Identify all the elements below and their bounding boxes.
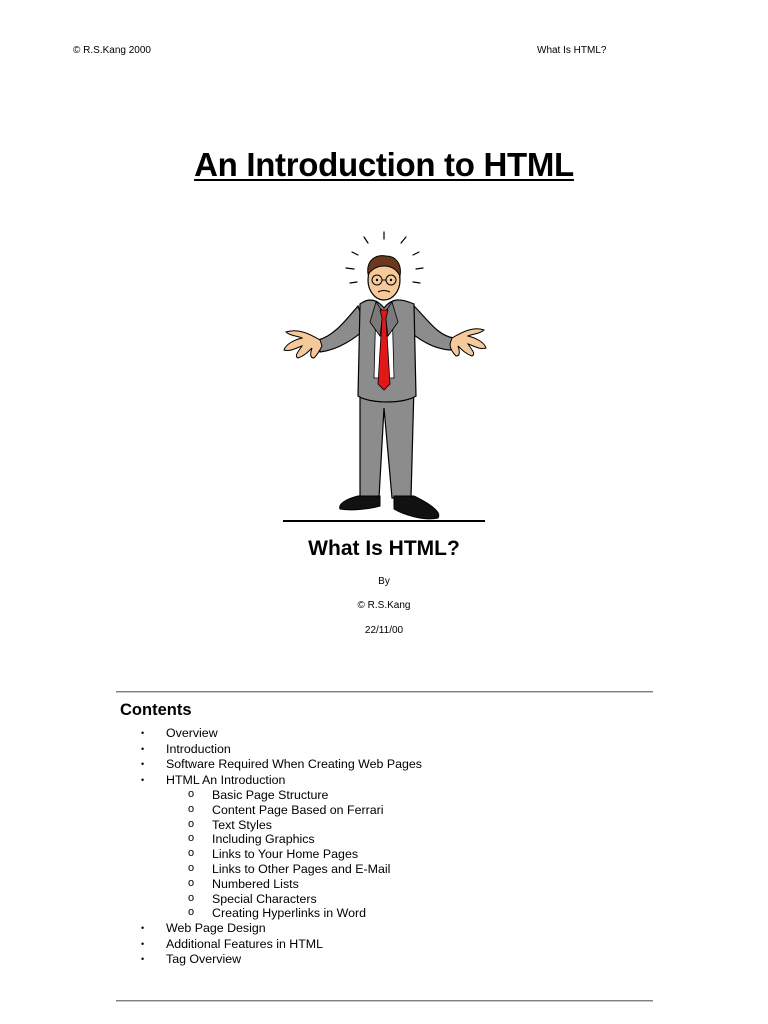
- sub-list-item-label: Special Characters: [212, 891, 317, 906]
- contents-heading: Contents: [120, 701, 192, 719]
- header-copyright: © R.S.Kang 2000: [73, 45, 151, 56]
- contents-top-rule: [116, 691, 653, 693]
- bullet-icon: •: [141, 728, 145, 738]
- sub-bullet-icon: o: [188, 802, 195, 815]
- sub-bullet-icon: o: [188, 847, 195, 860]
- bullet-icon: •: [141, 774, 145, 785]
- sub-bullet-icon: o: [188, 832, 195, 845]
- confused-man-illustration: [280, 228, 490, 524]
- page-title: An Introduction to HTML: [194, 146, 574, 183]
- list-item-label: Overview: [166, 726, 218, 740]
- sub-bullet-icon: o: [188, 788, 195, 800]
- list-item-label: Tag Overview: [166, 952, 242, 967]
- list-item-label: Web Page Design: [166, 921, 266, 936]
- bullet-icon: •: [141, 923, 145, 934]
- byline-date: 22/11/00: [364, 625, 404, 636]
- header-document-title: What Is HTML?: [537, 45, 607, 56]
- sub-list-item-label: Basic Page Structure: [212, 788, 329, 802]
- sub-list-item-label: Including Graphics: [212, 832, 315, 847]
- byline-by: By: [378, 576, 390, 587]
- bullet-icon: •: [141, 938, 145, 949]
- list-item-label: Additional Features in HTML: [166, 936, 324, 951]
- sub-bullet-icon: o: [188, 891, 195, 904]
- sub-bullet-icon: o: [188, 817, 195, 830]
- sub-list-item-label: Links to Your Home Pages: [212, 847, 359, 862]
- list-item-label: Introduction: [166, 741, 231, 756]
- sub-bullet-icon: o: [188, 876, 195, 889]
- byline-author: © R.S.Kang: [357, 600, 411, 611]
- bullet-icon: •: [141, 759, 145, 769]
- sub-list-item-label: Numbered Lists: [212, 876, 299, 891]
- figure-divider: [283, 520, 485, 522]
- subtitle: What Is HTML?: [308, 537, 460, 560]
- bullet-icon: •: [141, 954, 145, 965]
- sub-list-item-label: Creating Hyperlinks in Word: [212, 906, 367, 921]
- sub-list-item-label: Links to Other Pages and E-Mail: [212, 861, 391, 876]
- list-item-label: Software Required When Creating Web Pages: [166, 757, 422, 771]
- bullet-icon: •: [141, 743, 145, 754]
- sub-list-item-label: Content Page Based on Ferrari: [212, 802, 384, 817]
- sub-bullet-icon: o: [188, 906, 195, 919]
- sub-list-item-label: Text Styles: [212, 817, 272, 832]
- list-item-label: HTML An Introduction: [166, 772, 286, 787]
- contents-bottom-rule: [116, 1000, 653, 1002]
- sub-bullet-icon: o: [188, 861, 195, 874]
